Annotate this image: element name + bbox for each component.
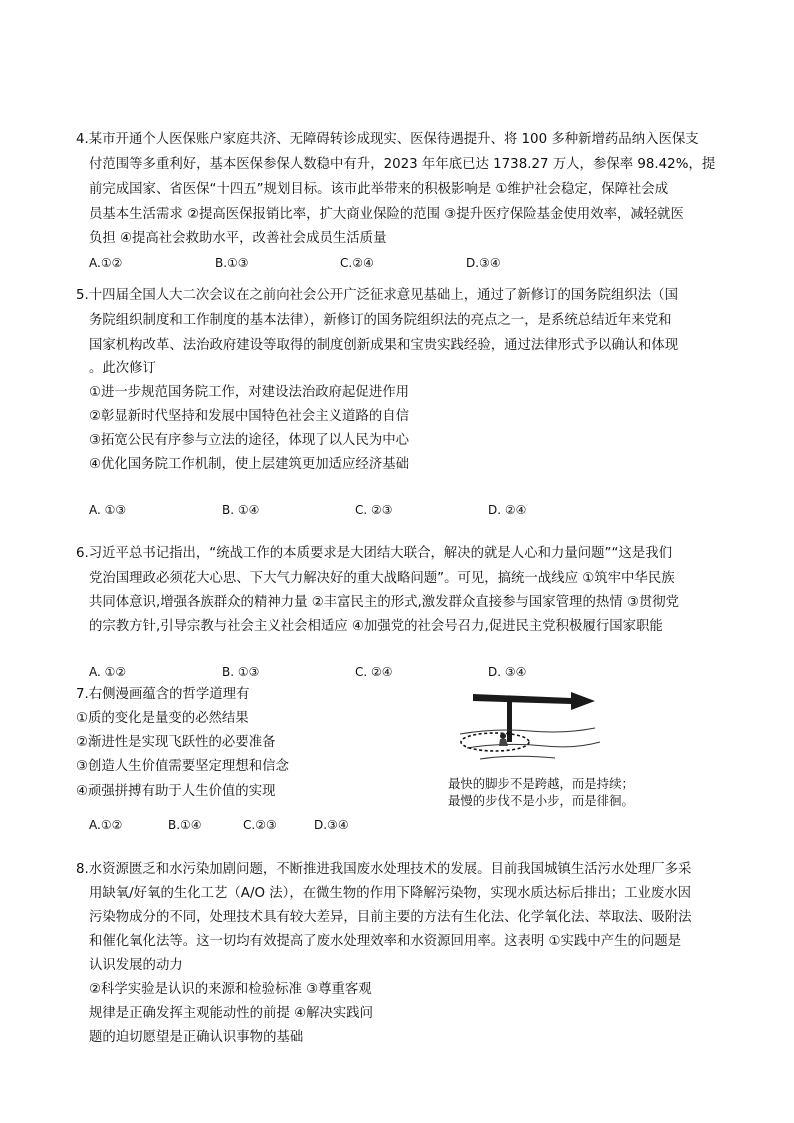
cartoon-caption-line-1: 最快的脚步不是跨越，而是持续；: [448, 776, 634, 791]
q6-line-3: 共同体意识,增强各族群众的精神力量 ②丰富民主的形式,激发群众直接参与国家管理的热情 ③贯彻党: [89, 595, 680, 610]
q7-statement-3: ③创造人生价值需要坚定理想和信念: [76, 759, 289, 774]
q7-statement-2: ②渐进性是实现飞跃性的必要准备: [76, 735, 276, 750]
q6-line-4: 的宗教方针,引导宗教与社会主义社会相适应 ④加强党的社会号召力,促进民主党积极履行国家职能: [89, 619, 663, 634]
q4-option-c: C.②④: [340, 256, 374, 270]
q4-option-a: A.①②: [89, 256, 123, 270]
q7-option-b: B.①④: [168, 818, 202, 832]
q7-line-1: 7.右侧漫画蕴含的哲学道理有: [76, 687, 250, 702]
q5-option-b: B. ①④: [222, 503, 260, 517]
q4-option-d: D.③④: [466, 256, 501, 270]
q7-option-c: C.②③: [243, 818, 277, 832]
q5-option-c: C. ②③: [355, 503, 393, 517]
q6-option-b: B. ①③: [222, 665, 260, 679]
q5-statement-4: ④优化国务院工作机制，使上层建筑更加适应经济基础: [89, 457, 409, 472]
q6-option-c: C. ②④: [355, 665, 393, 679]
q8-line-7: 规律是正确发挥主观能动性的前提 ④解决实践问: [89, 1006, 374, 1021]
q4-line-3: 前完成国家、省医保“十四五”规划目标。该市此举带来的积极影响是 ①维护社会稳定，保障社会成: [89, 182, 669, 197]
q5-line-1: 5.十四届全国人大二次会议在之前向社会公开广泛征求意见基础上，通过了新修订的国务院组织法（国: [76, 288, 678, 303]
q5-statement-2: ②彰显新时代坚持和发展中国特色社会主义道路的自信: [89, 409, 409, 424]
q5-line-4: 。此次修订: [89, 361, 156, 376]
q4-line-2: 付范围等多重利好，基本医保参保人数稳中有升，2023 年年底已达 1738.27 万人，参保率 98.42%，提: [89, 157, 716, 172]
q8-line-5: 认识发展的动力: [89, 958, 183, 973]
cartoon-caption-line-2: 最慢的步伐不是小步，而是徘徊。: [448, 793, 634, 808]
q5-line-3: 国家机构改革、法治政府建设等取得的制度创新成果和宝贵实践经验，通过法律形式予以确认和体现: [89, 338, 679, 353]
q8-line-4: 和催化氧化法等。这一切均有效提高了废水处理效率和水资源回用率。这表明 ①实践中产生的问题是: [89, 934, 682, 949]
q5-statement-1: ①进一步规范国务院工作，对建设法治政府起促进作用: [89, 385, 409, 400]
q7-option-a: A.①②: [89, 818, 123, 832]
q4-option-b: B.①③: [215, 256, 249, 270]
q5-statement-3: ③拓宽公民有序参与立法的途径，体现了以人民为中心: [89, 433, 409, 448]
q4-line-5: 负担 ④提高社会救助水平，改善社会成员生活质量: [89, 231, 387, 246]
q6-line-2: 党治国理政必须花大心思、下大气力解决好的重大战略问题”。可见，搞统一战线应 ①筑牢中华民族: [89, 571, 675, 586]
q4-line-1: 4.某市开通个人医保账户家庭共济、无障碍转诊成现实、医保待遇提升、将 100 多种新增药品纳入医保支: [76, 132, 699, 147]
q8-line-3: 污染物成分的不同，处理技术具有较大差异，目前主要的方法有生化法、化学氧化法、萃取法、吸附法: [89, 910, 692, 925]
q4-line-4: 员基本生活需求 ②提高医保报销比率，扩大商业保险的范围 ③提升医疗保险基金使用效率，减轻就医: [89, 207, 684, 222]
q5-line-2: 务院组织制度和工作制度的基本法律），新修订的国务院组织法的亮点之一，是系统总结近年来党和: [89, 313, 672, 328]
q8-line-2: 用缺氧/好氧的生化工艺（A/O 法），在微生物的作用下降解污染物，实现水质达标后排出；工业废水因: [89, 886, 692, 901]
q6-option-d: D. ③④: [488, 665, 527, 679]
q5-option-a: A. ①③: [89, 503, 127, 517]
q6-line-1: 6.习近平总书记指出，“统战工作的本质要求是大团结大联合，解决的就是人心和力量问题”“这是我们: [76, 546, 672, 561]
q8-line-6: ②科学实验是认识的来源和检验标准 ③尊重客观: [89, 982, 372, 997]
q7-option-d: D.③④: [314, 818, 349, 832]
q8-line-8: 题的迫切愿望是正确认识事物的基础: [89, 1030, 304, 1045]
q5-option-d: D. ②④: [488, 503, 527, 517]
q7-statement-4: ④顽强拼搏有助于人生价值的实现: [76, 784, 276, 799]
signpost-arrow-icon: [455, 684, 605, 768]
q7-statement-1: ①质的变化是量变的必然结果: [76, 711, 249, 726]
q6-option-a: A. ①②: [89, 665, 127, 679]
q8-line-1: 8.水资源匮乏和水污染加剧问题，不断推进我国废水处理技术的发展。目前我国城镇生活污水处理厂多采: [76, 862, 692, 877]
